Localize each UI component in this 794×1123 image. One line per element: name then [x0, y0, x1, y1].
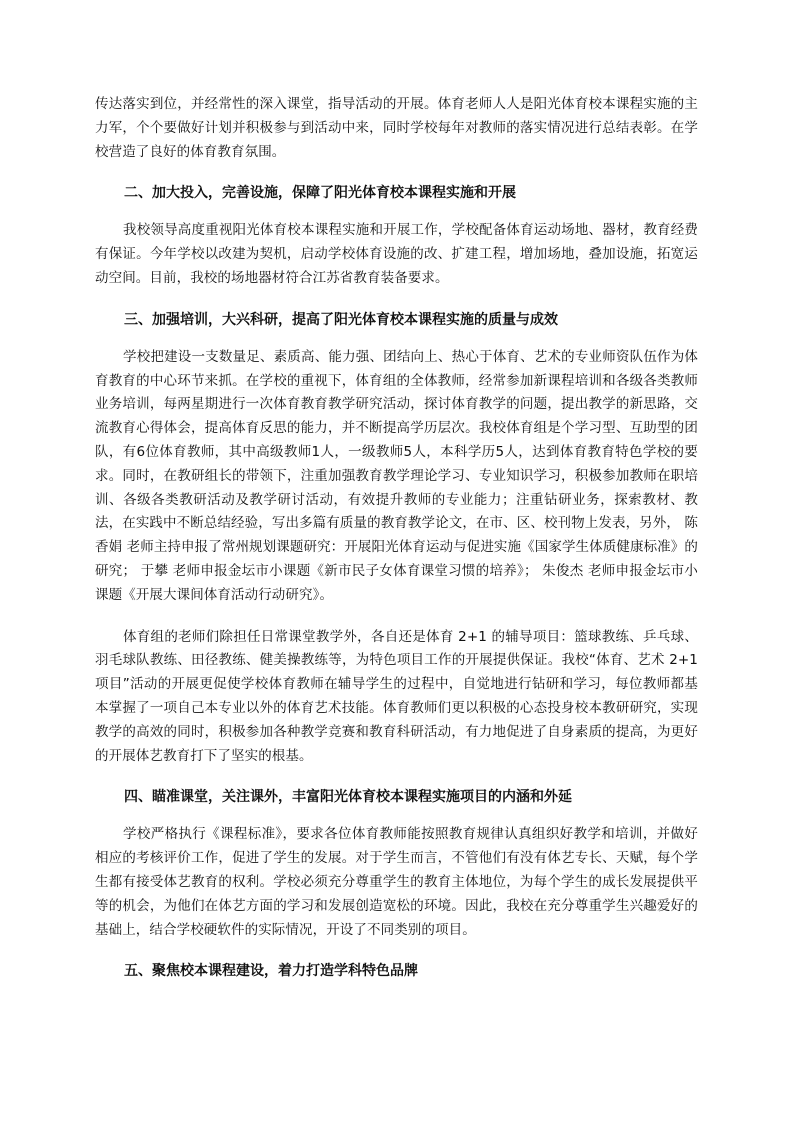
paragraph-teachers: 体育组的老师们除担任日常课堂教学外，各自还是体育 2+1 的辅导项目：篮球教练、乒乓球、羽毛球队教练、田径教练、健美操教练等，为特色项目工作的开展提供保证。我校“体育、艺术 2+1项目”活动的开展更促使学校体育教师在辅导学生的过程中，自觉地进行钻研和学习，每位教师都基本掌握了一项自己本专业以外的体育艺术技能。体育教师们更以积极的心态投身校本教研研究，实现教学的高效的同时，积极参加各种教学竞赛和教育科研活动，有力地促进了自身素质的提高，为更好的开展体艺教育打下了坚实的根基。 [95, 628, 698, 764]
section-heading-3: 三、加强培训，大兴科研，提高了阳光体育校本课程实施的质量与成效 [124, 311, 558, 328]
paragraph-curriculum: 学校严格执行《课程标准》，要求各位体育教师能按照教育规律认真组织好教学和培训，并做好相应的考核评价工作，促进了学生的发展。对于学生而言，不管他们有没有体艺专长、天赋，每个学生都有接受体艺教育的权利。学校必须充分尊重学生的教育主体地位，为每个学生的成长发展提供平等的机会，为他们在体艺方面的学习和发展创造宽松的环境。因此，我校在充分尊重学生兴趣爱好的基础上，结合学校硬软件的实际情况，开设了不同类别的项目。 [95, 826, 698, 938]
section-heading-4: 四、瞄准课堂，关注课外，丰富阳光体育校本课程实施项目的内涵和外延 [124, 789, 572, 806]
paragraph-facilities: 我校领导高度重视阳光体育校本课程实施和开展工作，学校配备体育运动场地、器材，教育经费有保证。今年学校以改建为契机，启动学校体育设施的改、扩建工程，增加场地，叠加设施，拓宽运动空间。目前，我校的场地器材符合江苏省教育装备要求。 [95, 222, 698, 286]
paragraph-continuation: 传达落实到位，并经常性的深入课堂，指导活动的开展。体育老师人人是阳光体育校本课程实施的主力军，个个要做好计划并积极参与到活动中来，同时学校每年对教师的落实情况进行总结表彰。在学校营造了良好的体育教育氛围。 [95, 96, 698, 160]
section-heading-5: 五、聚焦校本课程建设，着力打造学科特色品牌 [124, 963, 418, 980]
document-page [95, 93, 698, 983]
paragraph-training: 学校把建设一支数量足、素质高、能力强、团结向上、热心于体育、艺术的专业师资队伍作为体育教育的中心环节来抓。在学校的重视下，体育组的全体教师，经常参加新课程培训和各级各类教师业务培训，每两星期进行一次体育教育教学研究活动，探讨体育教学的问题，提出教学的新思路，交流教育心得体会，提高体育反思的能力，并不断提高学历层次。我校体育组是个学习型、互助型的团队，有6位体育教师，其中高级教师1人，一级教师5人，本科学历5人，达到体育教育特色学校的要求。同时，在教研组长的带领下，注重加强教育教学理论学习、专业知识学习，积极参加教师在职培训、各级各类教研活动及教学研讨活动，有效提升教师的专业能力；注重钻研业务，探索教材、教法，在实践中不断总结经验，写出多篇有质量的教育教学论文，在市、区、校刊物上发表，另外， 陈香娟 老师主持申报了常州规划课题研究：开展阳光体育运动与促进实施《国家学生体质健康标准》的研究； 于攀 老师申报金坛市小课题《新市民子女体育课堂习惯的培养》； 朱俊杰 老师申报金坛市小课题《开展大课间体育活动行动研究》。 [95, 348, 698, 603]
section-heading-2: 二、加大投入，完善设施，保障了阳光体育校本课程实施和开展 [124, 185, 516, 202]
